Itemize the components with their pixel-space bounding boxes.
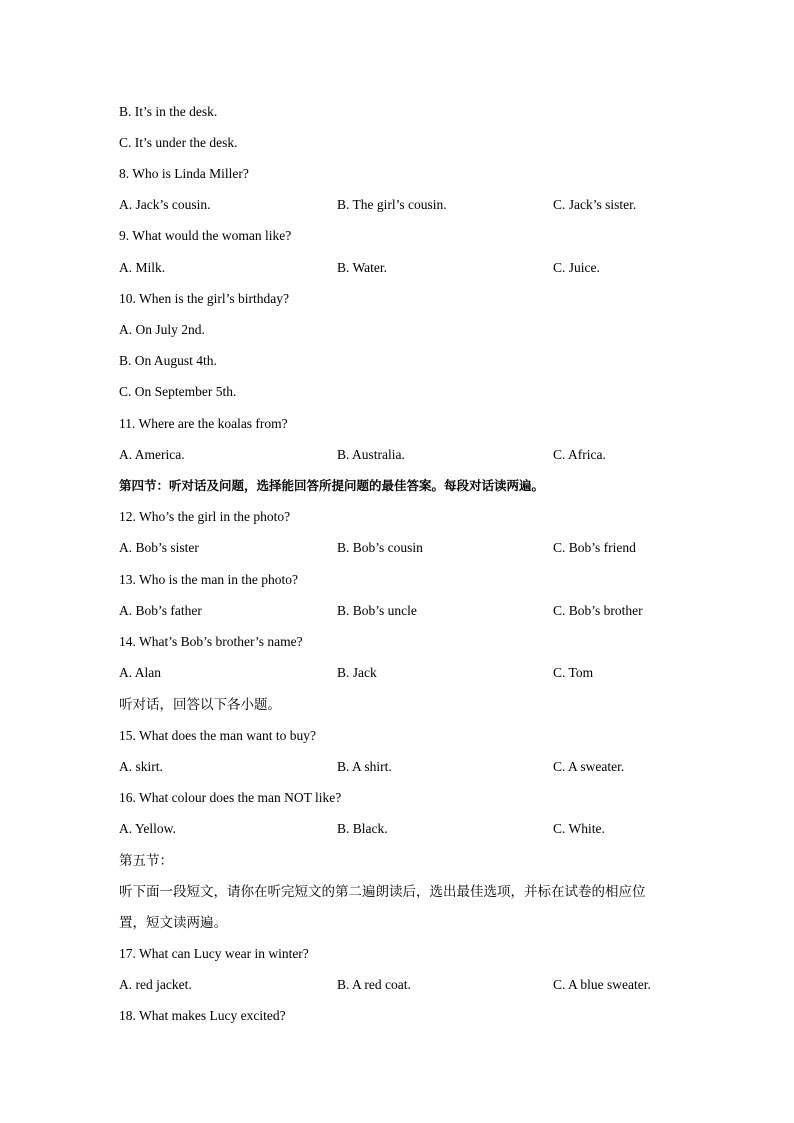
q13-question: 13. Who is the man in the photo? (119, 572, 298, 587)
dialogue-intro: 听对话，回答以下各小题。 (119, 697, 281, 713)
section-5-instruction-line-2: 置，短文读两遍。 (119, 915, 227, 931)
q10-option-b: B. On August 4th. (119, 353, 217, 368)
q7-option-b: B. It’s in the desk. (119, 104, 218, 119)
q14-question: 14. What’s Bob’s brother’s name? (119, 634, 303, 649)
q10-question: 10. When is the girl’s birthday? (119, 291, 289, 306)
q16-question: 16. What colour does the man NOT like? (119, 790, 342, 805)
q15-option-b: B. A shirt. (337, 759, 392, 774)
q11-option-b: B. Australia. (337, 447, 405, 462)
q14-option-c: C. Tom (553, 665, 594, 680)
q8-option-c: C. Jack’s sister. (553, 197, 637, 212)
q17-option-a: A. red jacket. (119, 977, 192, 992)
q10-option-a: A. On July 2nd. (119, 322, 205, 337)
q13-option-c: C. Bob’s brother (553, 603, 643, 618)
q17-options (0, 976, 794, 994)
q16-options (0, 820, 794, 838)
q14-option-b: B. Jack (337, 665, 377, 680)
q18-question: 18. What makes Lucy excited? (119, 1008, 286, 1023)
q11-option-c: C. Africa. (553, 447, 606, 462)
q9-options (0, 259, 794, 277)
q12-option-c: C. Bob’s friend (553, 540, 636, 555)
q15-option-a: A. skirt. (119, 759, 163, 774)
q16-option-b: B. Black. (337, 821, 388, 836)
q16-option-a: A. Yellow. (119, 821, 176, 836)
q13-option-b: B. Bob’s uncle (337, 603, 417, 618)
q12-question: 12. Who’s the girl in the photo? (119, 509, 291, 524)
q10-option-c: C. On September 5th. (119, 384, 237, 399)
q15-option-c: C. A sweater. (553, 759, 625, 774)
section-5-instruction-line-1: 听下面一段短文，请你在听完短文的第二遍朗读后，选出最佳选项，并标在试卷的相应位 (119, 884, 646, 900)
q16-option-c: C. White. (553, 821, 605, 836)
q9-option-a: A. Milk. (119, 260, 166, 275)
q12-options (0, 539, 794, 557)
q7-option-c: C. It’s under the desk. (119, 135, 238, 150)
q9-question: 9. What would the woman like? (119, 228, 292, 243)
q12-option-b: B. Bob’s cousin (337, 540, 423, 555)
q11-question: 11. Where are the koalas from? (119, 416, 288, 431)
q14-option-a: A. Alan (119, 665, 161, 680)
q8-option-b: B. The girl’s cousin. (337, 197, 447, 212)
q12-option-a: A. Bob’s sister (119, 540, 199, 555)
q11-options (0, 446, 794, 464)
q15-question: 15. What does the man want to buy? (119, 728, 316, 743)
q8-option-a: A. Jack’s cousin. (119, 197, 211, 212)
q9-option-b: B. Water. (337, 260, 388, 275)
q9-option-c: C. Juice. (553, 260, 600, 275)
q17-question: 17. What can Lucy wear in winter? (119, 946, 309, 961)
q17-option-c: C. A blue sweater. (553, 977, 651, 992)
q13-option-a: A. Bob’s father (119, 603, 202, 618)
q8-options (0, 196, 794, 214)
q17-option-b: B. A red coat. (337, 977, 411, 992)
section-5-heading: 第五节： (119, 853, 173, 869)
q11-option-a: A. America. (119, 447, 185, 462)
q8-question: 8. Who is Linda Miller? (119, 166, 249, 181)
q13-options (0, 602, 794, 620)
section-4-heading: 第四节：听对话及问题，选择能回答所提问题的最佳答案。每段对话读两遍。 (119, 478, 545, 493)
q15-options (0, 758, 794, 776)
q14-options (0, 664, 794, 682)
